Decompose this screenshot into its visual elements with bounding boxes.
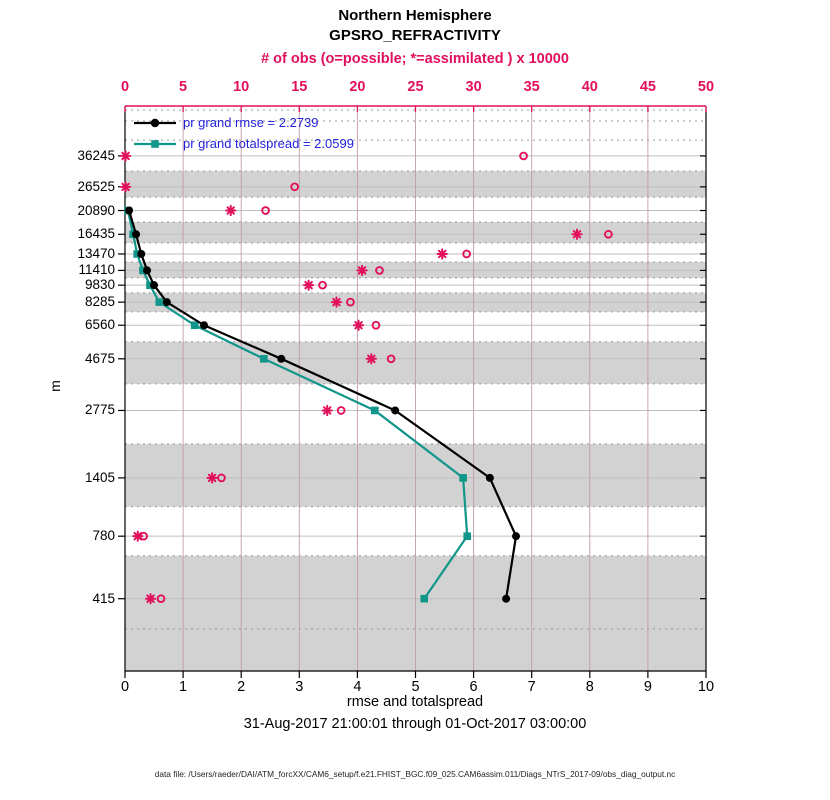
y-tick-label: 2775 [84,402,115,418]
x-tick-label: 3 [295,679,304,695]
top-tick-label: 35 [523,79,540,95]
legend-item-rmse [133,112,354,133]
x-tick-label: 2 [237,679,246,695]
top-tick-label: 15 [291,79,308,95]
top-axis-label: # of obs (o=possible; *=assimilated ) x 10000 [261,51,569,67]
y-tick-label: 4675 [84,350,115,366]
y-tick-label: 16435 [77,226,115,242]
top-tick-label: 45 [639,79,656,95]
rmse-legend-sample-icon [133,116,177,130]
legend [133,112,354,154]
top-tick-label: 5 [179,79,188,95]
top-tick-label: 50 [697,79,715,95]
y-tick-label: 415 [92,590,115,606]
figure-subtitle: GPSRO_REFRACTIVITY [329,27,501,44]
top-tick-label: 10 [233,79,250,95]
legend-label-totalspread: pr grand totalspread = 2.0599 [183,136,354,151]
y-tick-label: 26525 [77,178,115,194]
x-axis-label: rmse and totalspread [346,694,484,710]
x-tick-label: 10 [697,679,715,695]
x-tick-label: 5 [411,679,420,695]
y-tick-label: 8285 [84,294,115,310]
y-tick-label: 36245 [77,147,115,163]
y-tick-label: 6560 [84,317,115,333]
x-tick-label: 4 [353,679,362,695]
y-tick-label: 780 [92,528,115,544]
y-tick-label: 11410 [78,262,115,278]
top-tick-label: 20 [349,79,366,95]
x-tick-label: 6 [469,679,478,695]
y-tick-label: 13470 [77,245,115,261]
y-axis-label: m [47,380,63,392]
timespan-text: 31-Aug-2017 21:00:01 through 01-Oct-2017 03:00:00 [243,716,587,732]
y-tick-label: 9830 [84,277,115,293]
legend-item-totalspread [133,133,354,154]
legend-label-rmse: pr grand rmse = 2.2739 [183,115,319,130]
datafile-footer: data file: /Users/raeder/DAI/ATM_forcXX/CAM6_setup/f.e21.FHIST_BGC.f09_025.CAM6assim.011/Diags_NTrS_2017-09/obs_diag_output.nc [154,769,676,779]
top-tick-label: 40 [581,79,598,95]
x-tick-label: 9 [643,679,652,695]
top-tick-label: 25 [407,79,424,95]
x-tick-label: 7 [527,679,536,695]
totalspread-legend-sample-icon [133,137,177,151]
x-tick-label: 1 [179,679,188,695]
y-tick-label: 1405 [84,469,115,485]
figure-title: Northern Hemisphere [338,7,492,24]
x-tick-label: 8 [585,679,594,695]
top-tick-label: 0 [120,79,130,95]
x-tick-label: 0 [120,679,130,695]
y-tick-label: 20890 [77,202,115,218]
top-tick-label: 30 [465,79,482,95]
